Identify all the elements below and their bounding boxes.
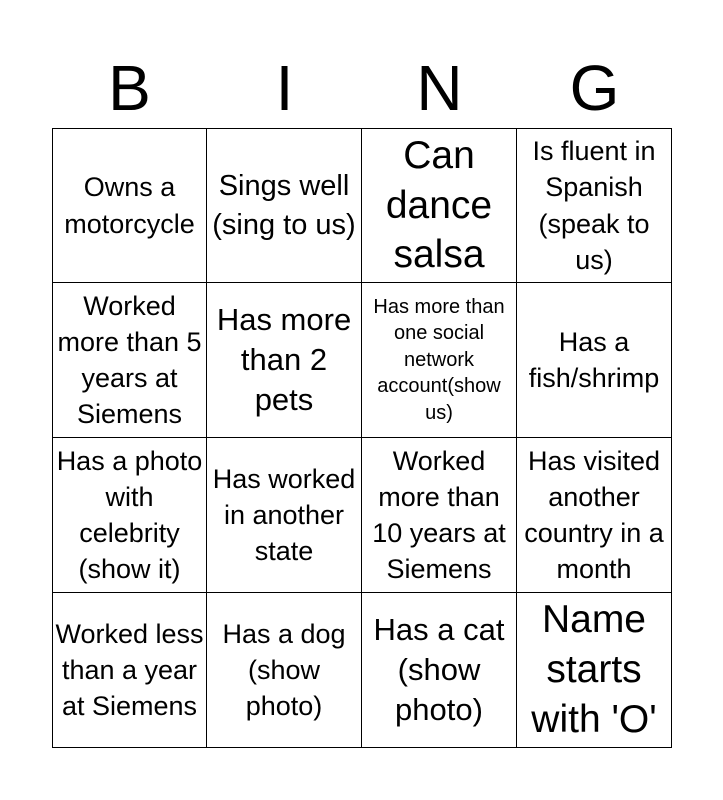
header-letter-g: G	[569, 52, 620, 124]
bingo-cell[interactable]	[207, 283, 362, 438]
bingo-cell-text: Has visited another country in a month	[524, 445, 664, 585]
header-letter-b: B	[108, 52, 151, 124]
bingo-cell[interactable]	[207, 128, 362, 283]
bingo-cell[interactable]	[517, 593, 672, 748]
bingo-cell[interactable]	[52, 438, 207, 593]
bingo-cell[interactable]	[517, 283, 672, 438]
bingo-cell-text: Has a fish/shrimp	[528, 326, 660, 393]
bingo-cell-text: Worked more than 10 years at Siemens	[372, 445, 506, 585]
bingo-cell[interactable]	[517, 128, 672, 283]
header-letter-n: N	[416, 52, 463, 124]
bingo-cell-text: Has more than one social network account(show us)	[373, 295, 505, 424]
bingo-cell[interactable]	[207, 438, 362, 593]
bingo-cell-text: Has more than 2 pets	[216, 301, 352, 418]
bingo-cell[interactable]	[207, 593, 362, 748]
bingo-cell[interactable]	[362, 128, 517, 283]
bingo-cell[interactable]	[517, 438, 672, 593]
bingo-header	[52, 48, 672, 128]
bingo-cell-text: Has worked in another state	[212, 463, 356, 567]
header-letter-i: I	[275, 52, 294, 124]
bingo-cell-text: Is fluent in Spanish (speak to us)	[532, 136, 656, 275]
bingo-cell-text: Has a photo with celebrity (show it)	[56, 445, 203, 585]
bingo-cell-text: Has a cat (show photo)	[373, 611, 505, 728]
bingo-cell[interactable]	[52, 283, 207, 438]
bingo-cell-text: Has a dog (show photo)	[222, 618, 346, 722]
bingo-board	[52, 128, 672, 748]
bingo-cell[interactable]	[52, 128, 207, 283]
bingo-cell[interactable]	[52, 593, 207, 748]
bingo-cell[interactable]	[362, 593, 517, 748]
bingo-cell-text: Worked less than a year at Siemens	[55, 618, 204, 722]
bingo-cell-text: Owns a motorcycle	[64, 172, 195, 239]
bingo-cell-text: Sings well (sing to us)	[212, 169, 356, 241]
bingo-cell-text: Can dance salsa	[385, 133, 493, 277]
bingo-cell-text: Name starts with 'O'	[531, 598, 657, 741]
bingo-cell[interactable]	[362, 438, 517, 593]
bingo-cell[interactable]	[362, 283, 517, 438]
bingo-cell-text: Worked more than 5 years at Siemens	[57, 290, 202, 430]
